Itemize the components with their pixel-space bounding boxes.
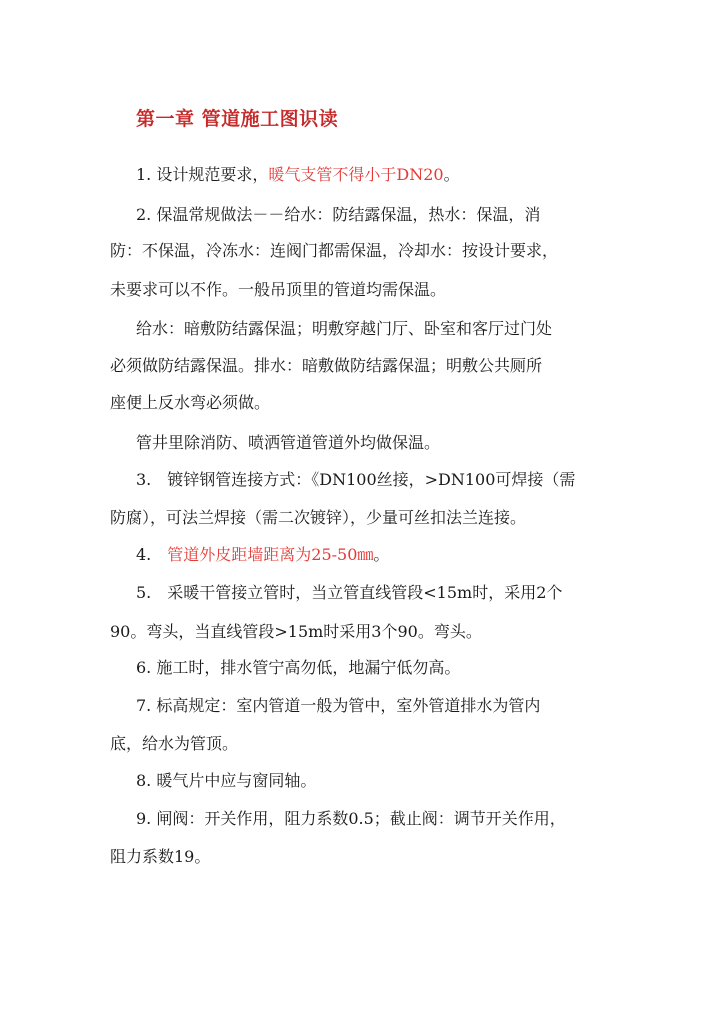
- paragraph-line-18: [136, 809, 566, 829]
- paragraph-line-16: [110, 734, 238, 754]
- paragraph-line-17: [136, 771, 316, 791]
- chapter-title: 第一章 管道施工图识读: [136, 108, 339, 130]
- paragraph-line-13: [110, 622, 482, 642]
- line-text: 未要求可以不作。一般吊顶里的管道均需保温。: [110, 280, 447, 299]
- paragraph-line-10: [110, 508, 526, 528]
- paragraph-line-5: [136, 319, 552, 339]
- paragraph-line-15: [136, 696, 540, 716]
- line-text: 5. 采暖干管接立管时，当立管直线管段<15m时，采用2个: [136, 583, 563, 602]
- highlighted-requirement: 暖气支管不得小于DN20: [268, 165, 444, 184]
- line-text: 4.: [136, 545, 168, 564]
- line-text: 管井里除消防、喷洒管道管道外均做保温。: [136, 433, 441, 452]
- line-text-end: 。: [443, 165, 460, 184]
- paragraph-line-19: [110, 847, 210, 867]
- highlighted-requirement: 管道外皮距墙距离为25-50㎜: [167, 545, 374, 564]
- line-text: 必须做防结露保温。排水：暗敷做防结露保温；明敷公共厕所: [110, 356, 543, 375]
- paragraph-line-9: [136, 470, 575, 490]
- line-text: 3. 镀锌钢管连接方式：《DN100丝接，>DN100可焊接（需: [136, 470, 576, 489]
- paragraph-line-4: [110, 280, 446, 300]
- paragraph-line-8: [136, 433, 440, 453]
- line-text: 阻力系数19。: [110, 847, 211, 866]
- line-text: 8. 暖气片中应与窗同轴。: [136, 771, 317, 790]
- line-text: 防：不保温，冷冻水：连阀门都需保温，冷却水：按设计要求，: [110, 241, 559, 260]
- line-text: 给水：暗敷防结露保温；明敷穿越门厅、卧室和客厅过门处: [136, 319, 553, 338]
- line-text: 7. 标高规定：室内管道一般为管中，室外管道排水为管内: [136, 696, 541, 715]
- paragraph-line-2: [136, 205, 540, 225]
- paragraph-line-6: [110, 356, 542, 376]
- line-text: 防腐），可法兰焊接（需二次镀锌），少量可丝扣法兰连接。: [110, 508, 527, 527]
- paragraph-line-7: [110, 393, 270, 413]
- line-text: 6. 施工时，排水管宁高勿低，地漏宁低勿高。: [136, 658, 461, 677]
- line-text-end: 。: [373, 545, 390, 564]
- line-text: 2. 保温常规做法－－给水：防结露保温，热水：保温，消: [136, 205, 541, 224]
- line-text: 1. 设计规范要求，: [136, 165, 269, 184]
- paragraph-line-11: [136, 545, 389, 565]
- paragraph-line-14: [136, 658, 460, 678]
- paragraph-line-12: [136, 583, 562, 603]
- paragraph-line-1: [136, 165, 460, 185]
- line-text: 9. 闸阀：开关作用，阻力系数0.5；截止阀：调节开关作用，: [136, 809, 566, 828]
- line-text: 底，给水为管顶。: [110, 734, 239, 753]
- paragraph-line-3: [110, 241, 558, 261]
- line-text: 90。弯头，当直线管段>15m时采用3个90。弯头。: [110, 622, 482, 641]
- line-text: 座便上反水弯必须做。: [110, 393, 271, 412]
